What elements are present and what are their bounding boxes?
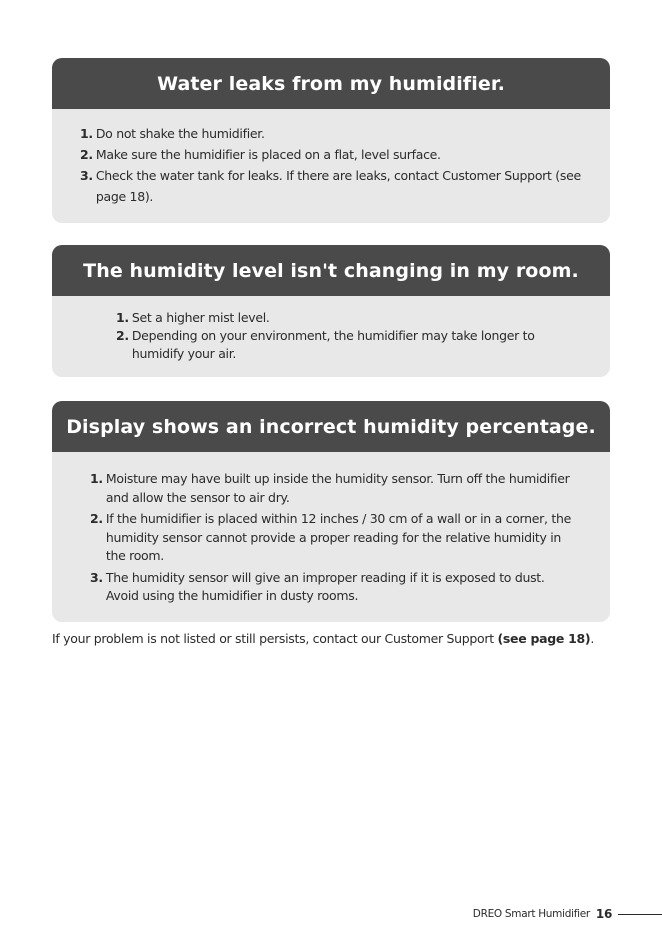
panel-heading: Water leaks from my humidifier. <box>52 58 610 109</box>
item-number: 2. <box>90 511 103 526</box>
product-name: DREO Smart Humidifier <box>472 908 590 920</box>
item-text: The humidity sensor will give an improper reading if it is exposed to dust. Avoid using the humidifier in dusty rooms. <box>105 569 545 603</box>
item-number: 1. <box>116 310 129 325</box>
item-number: 3. <box>80 168 93 183</box>
item-text: Moisture may have built up inside the humidity sensor. Turn off the humidifier and allow the sensor to air dry. <box>105 471 570 505</box>
list-item <box>80 165 588 207</box>
item-text: Do not shake the humidifier. <box>95 126 265 141</box>
item-number: 1. <box>80 126 93 141</box>
page-number: 16 <box>595 907 612 921</box>
support-page-reference: (see page 18) <box>497 631 591 646</box>
list-item <box>90 470 580 507</box>
panel-heading: The humidity level isn't changing in my room. <box>52 245 610 296</box>
item-text: Set a higher mist level. <box>131 310 270 325</box>
troubleshoot-panel-humidity-not-changing <box>52 245 610 377</box>
support-note-text: If your problem is not listed or still persists, contact our Customer Support <box>52 631 498 646</box>
support-note-end: . <box>590 631 595 646</box>
item-number: 3. <box>90 569 103 585</box>
list-item <box>80 144 588 165</box>
item-number: 2. <box>80 147 93 162</box>
troubleshoot-panel-water-leaks <box>52 58 610 223</box>
item-text: Make sure the humidifier is placed on a flat, level surface. <box>95 147 441 162</box>
list-item <box>80 123 588 144</box>
troubleshoot-panel-incorrect-display <box>52 401 610 622</box>
item-text: If the humidifier is placed within 12 inches / 30 cm of a wall or in a corner, the humidity sensor cannot provide a proper reading for the relative humidity in the room. <box>105 511 571 563</box>
item-number: 2. <box>116 328 129 343</box>
item-text: Check the water tank for leaks. If there are leaks, contact Customer Support (see page 18). <box>95 168 581 204</box>
list-item <box>90 569 580 606</box>
page-footer <box>473 907 662 921</box>
list-item <box>116 309 552 327</box>
panel-body <box>52 296 610 363</box>
item-text: Depending on your environment, the humidifier may take longer to humidify your air. <box>131 328 535 361</box>
panel-heading: Display shows an incorrect humidity percentage. <box>52 401 610 452</box>
panel-body <box>52 452 610 606</box>
panel-body <box>52 109 610 207</box>
item-number: 1. <box>90 471 103 486</box>
footer-rule <box>618 914 662 915</box>
list-item <box>116 327 552 363</box>
support-note <box>52 631 642 646</box>
list-item <box>90 510 580 566</box>
